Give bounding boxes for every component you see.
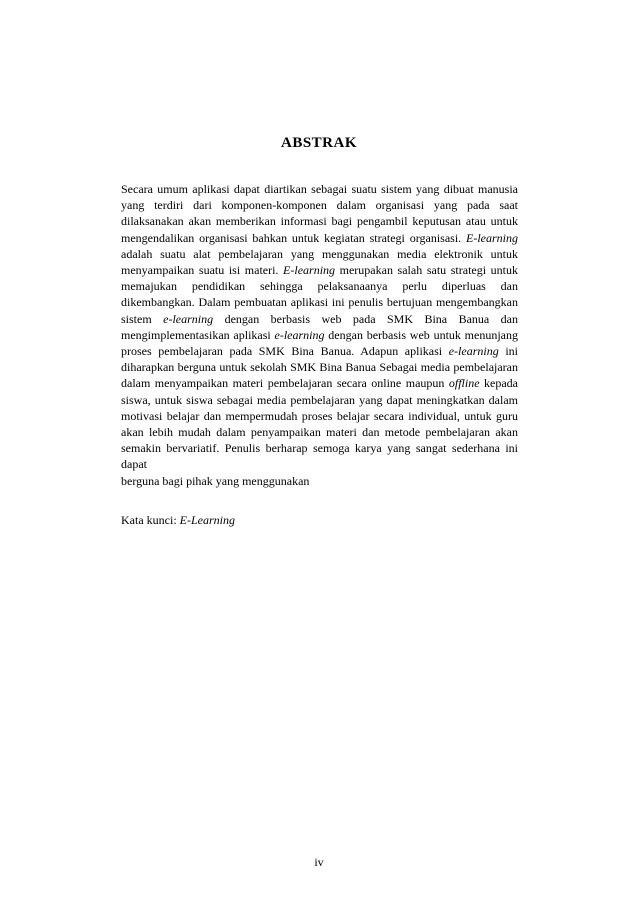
abstract-line-16: akan lebih mudah dalam penyampaikan materi dan metode pembelajaran akan bbox=[121, 425, 518, 440]
abstract-body bbox=[121, 181, 518, 489]
abstract-line-1: Secara umum aplikasi dapat diartikan sebagai suatu sistem yang dibuat manusia bbox=[121, 182, 518, 196]
abstract-line-2: yang terdiri dari komponen-komponen dalam organisasi yang pada saat bbox=[121, 198, 518, 213]
abstract-title: ABSTRAK bbox=[280, 135, 358, 151]
abstract-line-4: mengendalikan organisasi bahkan untuk kegiatan strategi organisasi. E-learning bbox=[121, 230, 518, 245]
abstract-line-6: menyampaikan suatu isi materi. E-learning merupakan salah satu strategi untuk bbox=[121, 263, 519, 278]
abstract-line-3: dilaksanakan akan memberikan informasi bagi pengambil keputusan atau untuk bbox=[121, 214, 518, 229]
keywords bbox=[121, 513, 235, 528]
abstract-line-12: diharapkan berguna untuk sekolah SMK Bina Banua Sebagai media pembelajaran bbox=[121, 360, 518, 375]
abstract-line-13: dalam menyampaikan materi pembelajaran secara online maupun offline kepada bbox=[121, 376, 519, 391]
keywords-label: Kata kunci: bbox=[121, 513, 177, 527]
abstract-line-17: semakin bervariatif. Penulis berharap semoga karya yang sangat sederhana ini dapat bbox=[121, 441, 518, 472]
abstract-line-18: berguna bagi pihak yang menggunakan bbox=[121, 473, 310, 488]
abstract-line-7: memajukan pendidikan sehingga pelaksanaanya perlu diperluas dan bbox=[121, 279, 518, 294]
abstract-line-11: proses pembelajaran pada SMK Bina Banua. Adapun aplikasi e-learning ini bbox=[121, 344, 519, 359]
abstract-line-14: siswa, untuk siswa sebagai media pembelajaran yang dapat meningkatkan dalam bbox=[121, 392, 518, 407]
page-number: iv bbox=[314, 855, 324, 869]
abstract-line-15: motivasi belajar dan mempermudah proses belajar secara individual, untuk guru bbox=[121, 408, 518, 423]
abstract-line-9: sistem e-learning dengan berbasis web pada SMK Bina Banua dan bbox=[121, 311, 518, 326]
abstract-line-10: mengimplementasikan aplikasi e-learning dengan berbasis web untuk menunjang bbox=[121, 327, 518, 342]
abstract-line-5: adalah suatu alat pembelajaran yang menggunakan media elektronik untuk bbox=[121, 246, 518, 261]
keywords-value: E-Learning bbox=[179, 513, 235, 527]
abstract-line-8: dikembangkan. Dalam pembuatan aplikasi ini penulis bertujuan mengembangkan bbox=[121, 295, 518, 310]
